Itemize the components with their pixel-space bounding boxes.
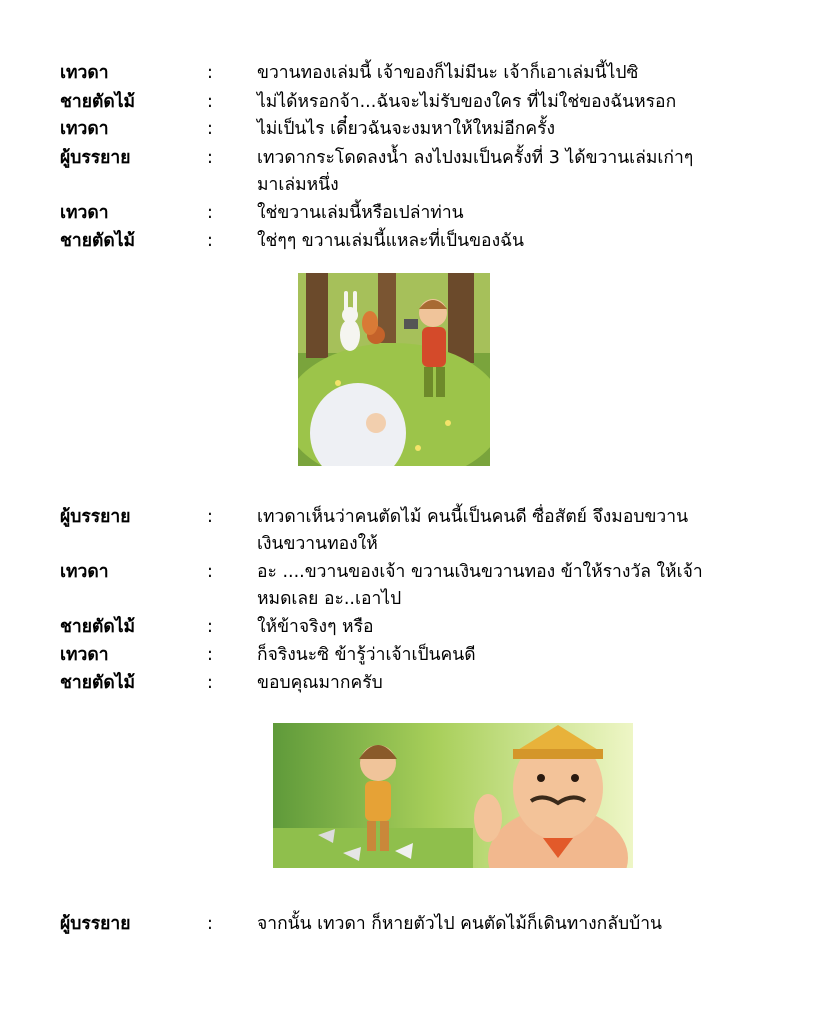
colon: : xyxy=(207,148,213,168)
colon: : xyxy=(207,203,213,223)
speaker: เทวดา xyxy=(60,63,109,83)
speech: จากนั้น เทวดา ก็หายตัวไป คนตัดไม้ก็เดินทางกลับบ้าน xyxy=(257,914,663,934)
speech: ไม่เป็นไร เดี๋ยวฉันจะงมหาให้ใหม่อีกครั้ง xyxy=(257,119,556,139)
speaker: ชายตัดไม้ xyxy=(60,92,136,112)
colon: : xyxy=(207,507,213,527)
speech: เทวดาเห็นว่าคนตัดไม้ คนนี้เป็นคนดี ซื่อสัตย์ จึงมอบขวาน xyxy=(257,507,689,527)
colon: : xyxy=(207,92,213,112)
speech: ใช่ขวานเล่มนี้หรือเปล่าท่าน xyxy=(257,203,464,223)
speech: ขอบคุณมากครับ xyxy=(257,673,383,693)
speaker: เทวดา xyxy=(60,203,109,223)
colon: : xyxy=(207,914,213,934)
colon: : xyxy=(207,63,213,83)
speech: หมดเลย อะ..เอาไป xyxy=(257,589,402,609)
speaker: ชายตัดไม้ xyxy=(60,673,136,693)
speaker: เทวดา xyxy=(60,562,109,582)
speaker: ผู้บรรยาย xyxy=(60,914,131,934)
forest-scene-drawing xyxy=(298,273,490,466)
speech: ใช่ๆๆ ขวานเล่มนี้แหละที่เป็นของฉัน xyxy=(257,231,524,251)
colon: : xyxy=(207,617,213,637)
speech: เทวดากระโดดลงน้ำ ลงไปงมเป็นครั้งที่ 3 ได้ขวานเล่มเก่าๆ xyxy=(257,148,694,168)
colon: : xyxy=(207,645,213,665)
speech: ให้ข้าจริงๆ หรือ xyxy=(257,617,374,637)
forest-scene-illustration xyxy=(298,273,490,466)
speaker: ผู้บรรยาย xyxy=(60,507,131,527)
deity-reward-drawing xyxy=(273,723,633,868)
colon: : xyxy=(207,231,213,251)
deity-reward-illustration xyxy=(273,723,633,868)
speaker: เทวดา xyxy=(60,119,109,139)
speech: ไม่ได้หรอกจ้า...ฉันจะไม่รับของใคร ที่ไม่ใช่ของฉันหรอก xyxy=(257,92,677,112)
speech: มาเล่มหนึ่ง xyxy=(257,175,339,195)
speech: ขวานทองเล่มนี้ เจ้าของก็ไม่มีนะ เจ้าก็เอาเล่มนี้ไปซิ xyxy=(257,63,639,83)
colon: : xyxy=(207,562,213,582)
speaker: เทวดา xyxy=(60,645,109,665)
speech: อะ ....ขวานของเจ้า ขวานเงินขวานทอง ข้าให้รางวัล ให้เจ้า xyxy=(257,562,703,582)
speaker: ชายตัดไม้ xyxy=(60,617,136,637)
colon: : xyxy=(207,673,213,693)
speech: ก็จริงนะซิ ข้ารู้ว่าเจ้าเป็นคนดี xyxy=(257,645,476,665)
speaker: ชายตัดไม้ xyxy=(60,231,136,251)
speech: เงินขวานทองให้ xyxy=(257,534,378,554)
speaker: ผู้บรรยาย xyxy=(60,148,131,168)
colon: : xyxy=(207,119,213,139)
